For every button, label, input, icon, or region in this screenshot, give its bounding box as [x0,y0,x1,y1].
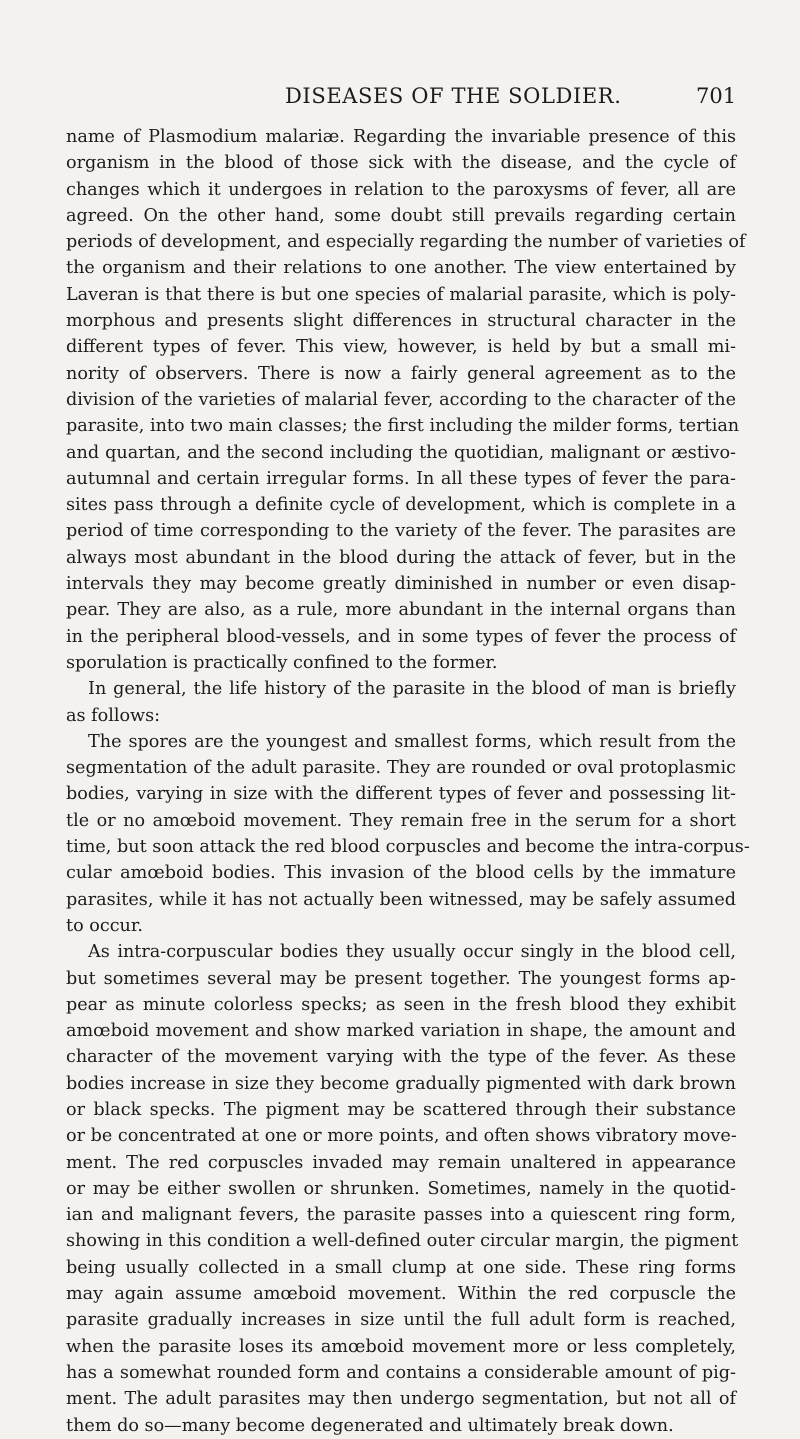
text-line: Laveran is that there is but one species of malarial parasite, which is poly- [66,284,736,305]
text-line: parasites, while it has not actually been witnessed, may be safely assumed [66,889,736,910]
text-line: when the parasite loses its amœboid movement more or less completely, [66,1336,736,1357]
text-line: amœboid movement and show marked variation in shape, the amount and [66,1021,736,1042]
paragraph-first-line: In general, the life history of the parasite in the blood of man is briefly [88,679,736,700]
text-line: pear as minute colorless specks; as seen in the fresh blood they exhibit [66,994,736,1015]
text-line: or black specks. The pigment may be scattered through their substance [66,1099,736,1120]
text-line: or be concentrated at one or more points, and often shows vibratory move- [66,1126,737,1147]
text-line: in the peripheral blood-vessels, and in some types of fever the process of [66,626,736,647]
text-line: name of Plasmodium malariæ. Regarding the invariable presence of this [66,127,736,147]
text-line: sporulation is practically confined to the former. [66,652,498,673]
text-line: and quartan, and the second including the quotidian, malignant or æstivo- [66,442,736,463]
text-line: tle or no amœboid movement. They remain free in the serum for a short [66,810,736,831]
body-text [66,124,750,1439]
text-line: bodies, varying in size with the different types of fever and possessing lit- [66,784,736,805]
text-line: ian and malignant fevers, the parasite passes into a quiescent ring form, [66,1205,736,1226]
text-line: but sometimes several may be present together. The youngest forms ap- [66,968,736,989]
text-line: being usually collected in a small clump at one side. These ring forms [66,1257,736,1278]
text-line: showing in this condition a well-defined outer circular margin, the pigment [66,1231,739,1252]
text-line: changes which it undergoes in relation to the paroxysms of fever, all are [66,179,736,200]
text-line: agreed. On the other hand, some doubt still prevails regarding certain [66,205,736,226]
text-line: intervals they may become greatly diminished in number or even disap- [66,574,736,595]
running-title: DISEASES OF THE SOLDIER. [285,84,622,108]
page-number: 701 [696,84,737,108]
text-line: autumnal and certain irregular forms. In all these types of fever the para- [66,468,736,489]
text-line: has a somewhat rounded form and contains a considerable amount of pig- [66,1362,736,1383]
text-line: as follows: [66,705,161,726]
text-line: sites pass through a definite cycle of development, which is complete in a [66,495,736,516]
text-line: different types of fever. This view, however, is held by but a small mi- [66,337,736,358]
text-line: time, but soon attack the red blood corpuscles and become the intra-corpus- [66,837,750,858]
text-line: to occur. [66,915,143,936]
text-line: parasite gradually increases in size until the full adult form is reached, [66,1310,736,1331]
text-line: parasite, into two main classes; the first including the milder forms, tertian [66,416,740,437]
text-line: them do so—many become degenerated and ultimately break down. [66,1415,674,1436]
text-line: bodies increase in size they become gradually pigmented with dark brown [66,1073,736,1094]
text-line: ment. The red corpuscles invaded may remain unaltered in appearance [66,1152,736,1173]
text-line: character of the movement varying with the type of the fever. As these [66,1047,736,1068]
paragraph-first-line: As intra-corpuscular bodies they usually occur singly in the blood cell, [88,942,736,963]
text-line: organism in the blood of those sick with the disease, and the cycle of [66,153,736,174]
text-line: ment. The adult parasites may then undergo segmentation, but not all of [66,1389,736,1410]
paragraph-first-line: The spores are the youngest and smallest forms, which result from the [88,731,736,752]
text-line: cular amœboid bodies. This invasion of the blood cells by the immature [66,863,736,884]
text-line: pear. They are also, as a rule, more abundant in the internal organs than [66,600,736,621]
text-line: nority of observers. There is now a fairly general agreement as to the [66,363,736,384]
text-line: the organism and their relations to one another. The view entertained by [66,258,736,279]
text-line: period of time corresponding to the variety of the fever. The parasites are [66,521,736,542]
text-line: may again assume amœboid movement. Within the red corpuscle the [66,1284,736,1305]
text-line: periods of development, and especially regarding the number of varieties of [66,232,746,253]
text-line: morphous and presents slight differences in structural character in the [66,311,736,332]
text-line: division of the varieties of malarial fever, according to the character of the [66,389,736,410]
text-line: or may be either swollen or shrunken. Sometimes, namely in the quotid- [66,1178,736,1199]
text-line: always most abundant in the blood during the attack of fever, but in the [66,547,736,568]
text-line: segmentation of the adult parasite. They are rounded or oval protoplasmic [66,758,736,779]
